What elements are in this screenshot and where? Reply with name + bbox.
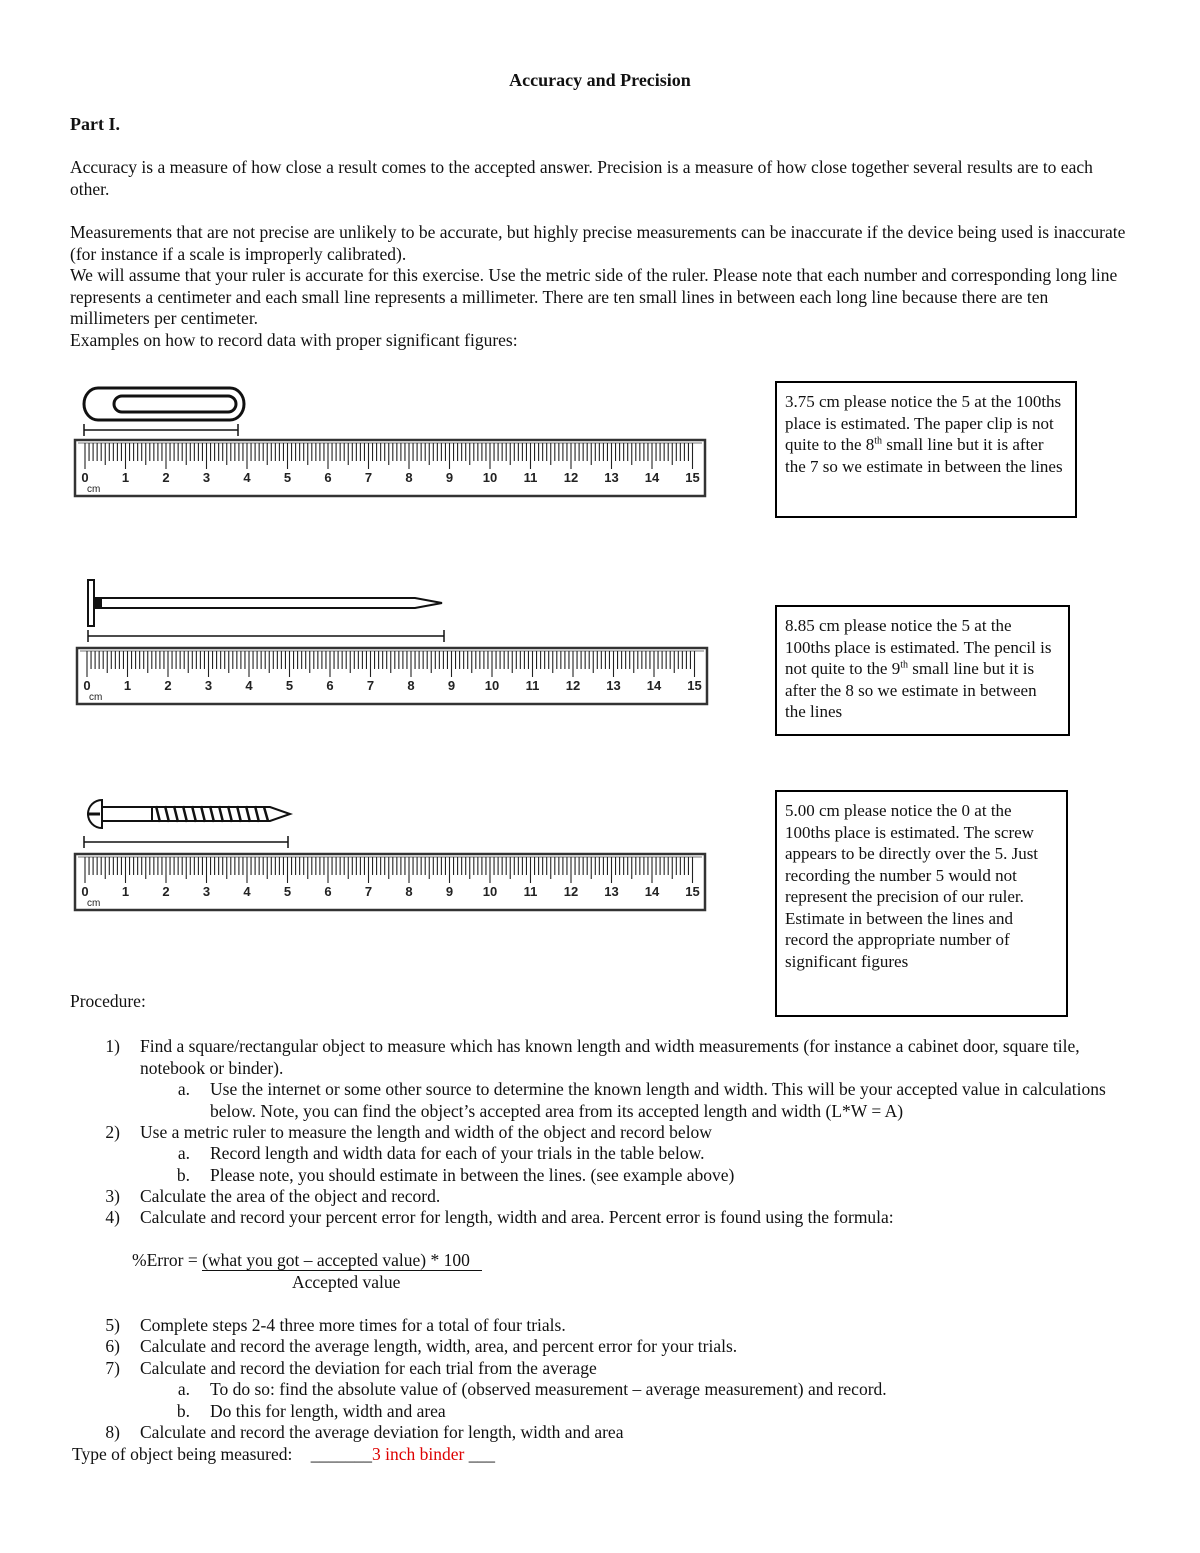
ruler-tick-label: 9	[445, 470, 454, 485]
formula-denominator: Accepted value	[292, 1272, 401, 1292]
ruler-unit-label: cm	[89, 692, 103, 703]
example-1-text-a: 3.75 cm please notice the 5 at the 100ths place is estimated. The paper clip is not quite to the 8	[785, 392, 1062, 454]
ruler-tick-label: 6	[324, 884, 332, 899]
ruler-tick-label: 3	[202, 470, 211, 485]
ruler-tick-label: 12	[565, 678, 581, 693]
ruler-tick-label: 3	[204, 678, 213, 693]
step-number: 1)	[105, 1036, 120, 1056]
ruler-tick-label: 2	[162, 884, 170, 899]
step-text: Record length and width data for each of your trials in the table below.	[210, 1143, 705, 1163]
ruler-tick-label: 2	[162, 470, 170, 485]
ruler-tick-label: 9	[447, 678, 456, 693]
ruler-tick-label: 10	[484, 678, 500, 693]
intro-paragraph-4: Examples on how to record data with proper significant figures:	[70, 330, 518, 350]
step-text: Use a metric ruler to measure the length and width of the object and record below	[140, 1122, 712, 1142]
ruler-tick-label: 0	[81, 470, 89, 485]
ruler-tick-label: 12	[563, 470, 579, 485]
step-number: 5)	[105, 1315, 120, 1335]
ruler-tick-label: 11	[525, 678, 540, 693]
ruler-tick-label: 8	[405, 470, 413, 485]
screw-icon	[70, 794, 720, 919]
step-number: 7)	[105, 1358, 120, 1378]
ruler-tick-label: 8	[405, 884, 413, 899]
example-1-figure	[70, 380, 720, 510]
ruler-tick-label: 4	[243, 470, 251, 485]
step-text: Calculate and record the average deviation for length, width and area	[140, 1422, 624, 1442]
percent-error-formula	[132, 1250, 632, 1272]
example-3-note	[775, 790, 1068, 1017]
example-3-text-a: 5.00 cm please notice the 0 at the 100ths place is estimated. The screw appears to be directly over the 5. Just recording the number 5 would not represent the precision of our ruler. Estimate in between the lines and record the appropriate number of significant figures	[785, 801, 1039, 971]
step-number: b.	[176, 1401, 190, 1421]
ruler-tick-label: 14	[644, 884, 660, 899]
step-text: Do this for length, width and area	[210, 1401, 446, 1421]
step-text: Please note, you should estimate in between the lines. (see example above)	[210, 1165, 735, 1185]
ruler-tick-label: 5	[285, 678, 294, 693]
ruler-tick-label: 1	[121, 470, 130, 485]
ruler-tick-label: 15	[685, 470, 700, 485]
intro-paragraph-2: Measurements that are not precise are unlikely to be accurate, but highly precise measurements can be inaccurate if the device being used is inaccurate (for instance if a scale is improperly calibrated).	[70, 222, 1126, 264]
ruler-tick-label: 15	[687, 678, 702, 693]
example-2-note	[775, 605, 1070, 736]
object-type-line	[72, 1444, 495, 1466]
step-text: Calculate and record the average length, width, area, and percent error for your trials.	[140, 1336, 738, 1356]
ruler-tick-label: 5	[283, 470, 292, 485]
step-number: a.	[177, 1379, 190, 1399]
ruler-unit-label: cm	[87, 898, 101, 909]
ruler-tick-label: 7	[364, 470, 373, 485]
ruler-tick-label: 10	[482, 884, 498, 899]
step-text: Complete steps 2-4 three more times for a total of four trials.	[140, 1315, 566, 1335]
ruler-tick-label: 11	[523, 470, 538, 485]
example-2-text-a: 8.85 cm please notice the 5 at the 100ths place is estimated. The pencil is not quite to the 9	[785, 616, 1052, 678]
step-number: 4)	[105, 1207, 120, 1227]
ruler-tick-label: 5	[283, 884, 292, 899]
ruler-tick-label: 7	[366, 678, 375, 693]
ruler-tick-label: 13	[604, 470, 619, 485]
step-number: 3)	[105, 1186, 120, 1206]
step-number: a.	[177, 1079, 190, 1099]
step-number: 6)	[105, 1336, 120, 1356]
ruler-tick-label: 6	[326, 678, 334, 693]
ruler-tick-label: 1	[123, 678, 132, 693]
example-1-text-b: small line but it is after the 7 so we estimate in between the lines	[785, 435, 1063, 476]
formula-prefix: %Error =	[132, 1250, 203, 1270]
example-2-figure	[70, 578, 720, 718]
ruler-tick-label: 6	[324, 470, 332, 485]
ruler-tick-label: 2	[164, 678, 172, 693]
step-number: 2)	[105, 1122, 120, 1142]
page-title: Accuracy and Precision	[509, 70, 691, 90]
step-text: To do so: find the absolute value of (observed measurement – average measurement) and record.	[210, 1379, 887, 1399]
object-type-value[interactable]: 3 inch binder	[372, 1444, 465, 1464]
ruler-tick-label: 14	[644, 470, 660, 485]
ruler-tick-label: 10	[482, 470, 498, 485]
formula-numerator: (what you got – accepted value) * 100	[202, 1250, 482, 1271]
step-text: Calculate and record the deviation for each trial from the average	[140, 1358, 597, 1378]
ruler-tick-label: 11	[523, 884, 538, 899]
example-2-text-b: small line but it is after the 8 so we estimate in between the lines	[785, 659, 1037, 721]
step-number: a.	[177, 1143, 190, 1163]
ruler-tick-label: 12	[563, 884, 579, 899]
nail-icon	[70, 578, 720, 713]
ruler-tick-label: 4	[245, 678, 253, 693]
ruler-tick-label: 0	[83, 678, 91, 693]
procedure-list	[70, 1036, 1130, 1456]
ruler-tick-label: 13	[606, 678, 621, 693]
intro-paragraph-1: Accuracy is a measure of how close a result comes to the accepted answer. Precision is a measure of how close together several results are to each other.	[70, 157, 1093, 199]
ruler-unit-label: cm	[87, 484, 101, 495]
step-text: Find a square/rectangular object to measure which has known length and width measurements (for instance a cabinet door, square tile, notebook or binder).	[140, 1036, 1080, 1078]
ruler-tick-label: 1	[121, 884, 130, 899]
ruler-tick-label: 0	[81, 884, 89, 899]
example-1-note	[775, 381, 1077, 518]
ruler-tick-label: 4	[243, 884, 251, 899]
object-type-label: Type of object being measured:	[72, 1444, 293, 1464]
ruler-tick-label: 14	[646, 678, 662, 693]
procedure-heading: Procedure:	[70, 991, 146, 1011]
ruler-tick-label: 8	[407, 678, 415, 693]
step-number: 8)	[105, 1422, 120, 1442]
blank-after: ___	[464, 1444, 495, 1464]
example-3-figure	[70, 794, 720, 924]
example-1-sup: th	[874, 435, 883, 447]
example-2-sup: th	[900, 659, 908, 671]
ruler-tick-label: 9	[445, 884, 454, 899]
ruler-tick-label: 15	[685, 884, 700, 899]
step-text: Calculate and record your percent error for length, width and area. Percent error is found using the formula:	[140, 1207, 894, 1227]
ruler-tick-label: 3	[202, 884, 211, 899]
step-text: Calculate the area of the object and record.	[140, 1186, 441, 1206]
step-number: b.	[176, 1165, 190, 1185]
ruler-tick-label: 13	[604, 884, 619, 899]
step-text: Use the internet or some other source to determine the known length and width. This will be your accepted value in calculations below. Note, you can find the object’s accepted area from its accepted length and width (L*W = A)	[210, 1079, 1106, 1121]
blank-before: _______	[310, 1444, 372, 1464]
intro-paragraph-3: We will assume that your ruler is accurate for this exercise. Use the metric side of the ruler. Please note that each number and corresponding long line represents a centimeter and each small line represents a millimeter. There are ten small lines in between each long line because there are ten millimeters per centimeter.	[70, 265, 1118, 328]
ruler-tick-label: 7	[364, 884, 373, 899]
paper-clip-icon	[70, 380, 720, 505]
part-heading: Part I.	[70, 114, 120, 134]
